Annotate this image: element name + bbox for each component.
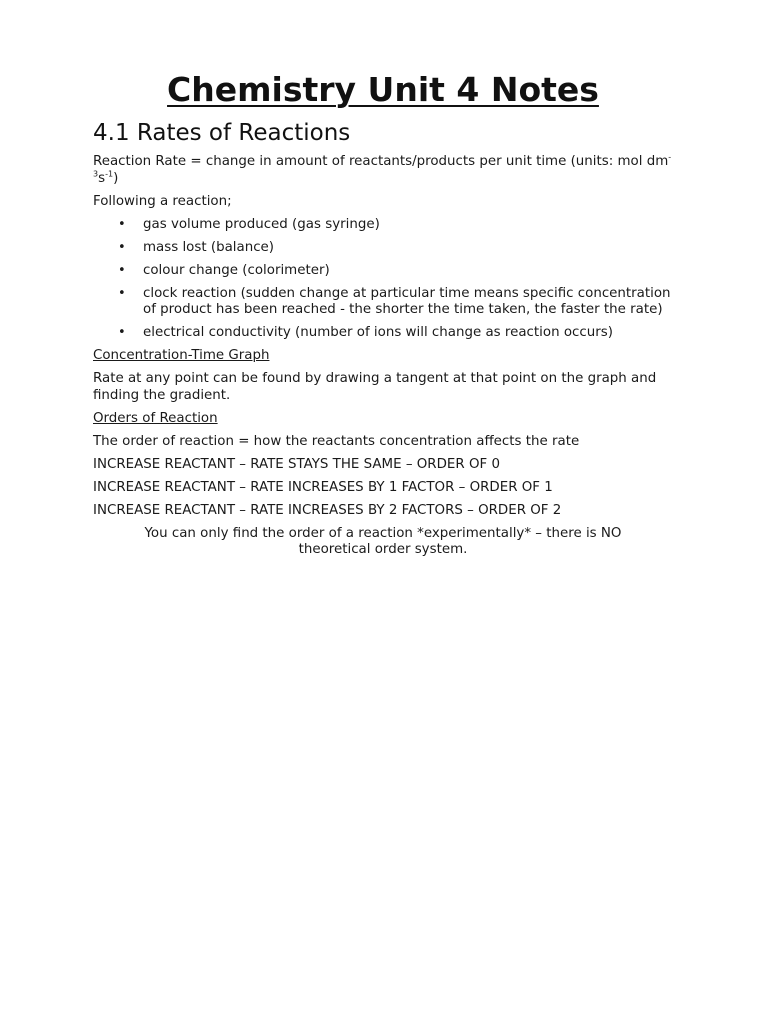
list-item	[93, 286, 673, 319]
bullet-icon: •	[118, 285, 126, 301]
list-item-text: gas volume produced (gas syringe)	[143, 216, 380, 232]
orders-definition: The order of reaction = how the reactants concentration affects the rate	[93, 433, 580, 449]
following-label: Following a reaction;	[93, 193, 232, 209]
orders-heading: Orders of Reaction	[93, 410, 218, 426]
list-item	[93, 217, 673, 234]
list-item-text: electrical conductivity (number of ions will change as reaction occurs)	[143, 325, 613, 340]
document-page	[93, 70, 673, 565]
graph-heading: Concentration-Time Graph	[93, 348, 270, 363]
rate-definition-text: Reaction Rate = change in amount of reactants/products per unit time (units: mol dm	[93, 154, 669, 169]
order-line: INCREASE REACTANT – RATE STAYS THE SAME – ORDER OF 0	[93, 456, 500, 472]
section-heading: 4.1 Rates of Reactions	[93, 120, 351, 146]
rate-definition-close: )	[113, 170, 119, 186]
superscript-exponent: -1	[105, 169, 114, 179]
closing-note: You can only find the order of a reaction *experimentally* – there is NO theoretical order system.	[144, 525, 622, 557]
bullet-icon: •	[118, 262, 126, 278]
methods-list	[93, 217, 673, 342]
list-item-text: clock reaction (sudden change at particular time means specific concentration of product has been reached - the shorter the time taken, the faster the rate)	[143, 285, 671, 317]
graph-text: Rate at any point can be found by drawing a tangent at that point on the graph and finding the gradient.	[93, 371, 657, 403]
order-line: INCREASE REACTANT – RATE INCREASES BY 1 FACTOR – ORDER OF 1	[93, 479, 553, 495]
list-item	[93, 263, 673, 280]
bullet-icon: •	[118, 239, 126, 255]
list-item	[93, 240, 673, 257]
superscript-exponent: -3	[93, 152, 672, 179]
rate-definition	[93, 154, 673, 187]
bullet-icon: •	[118, 216, 126, 232]
bullet-icon: •	[118, 325, 126, 340]
list-item-text: mass lost (balance)	[143, 239, 275, 255]
order-line: INCREASE REACTANT – RATE INCREASES BY 2 FACTORS – ORDER OF 2	[93, 502, 562, 518]
rate-definition-unit: s	[98, 170, 106, 186]
page-title: Chemistry Unit 4 Notes	[167, 70, 599, 109]
list-item	[93, 325, 673, 342]
list-item-text: colour change (colorimeter)	[143, 262, 330, 278]
